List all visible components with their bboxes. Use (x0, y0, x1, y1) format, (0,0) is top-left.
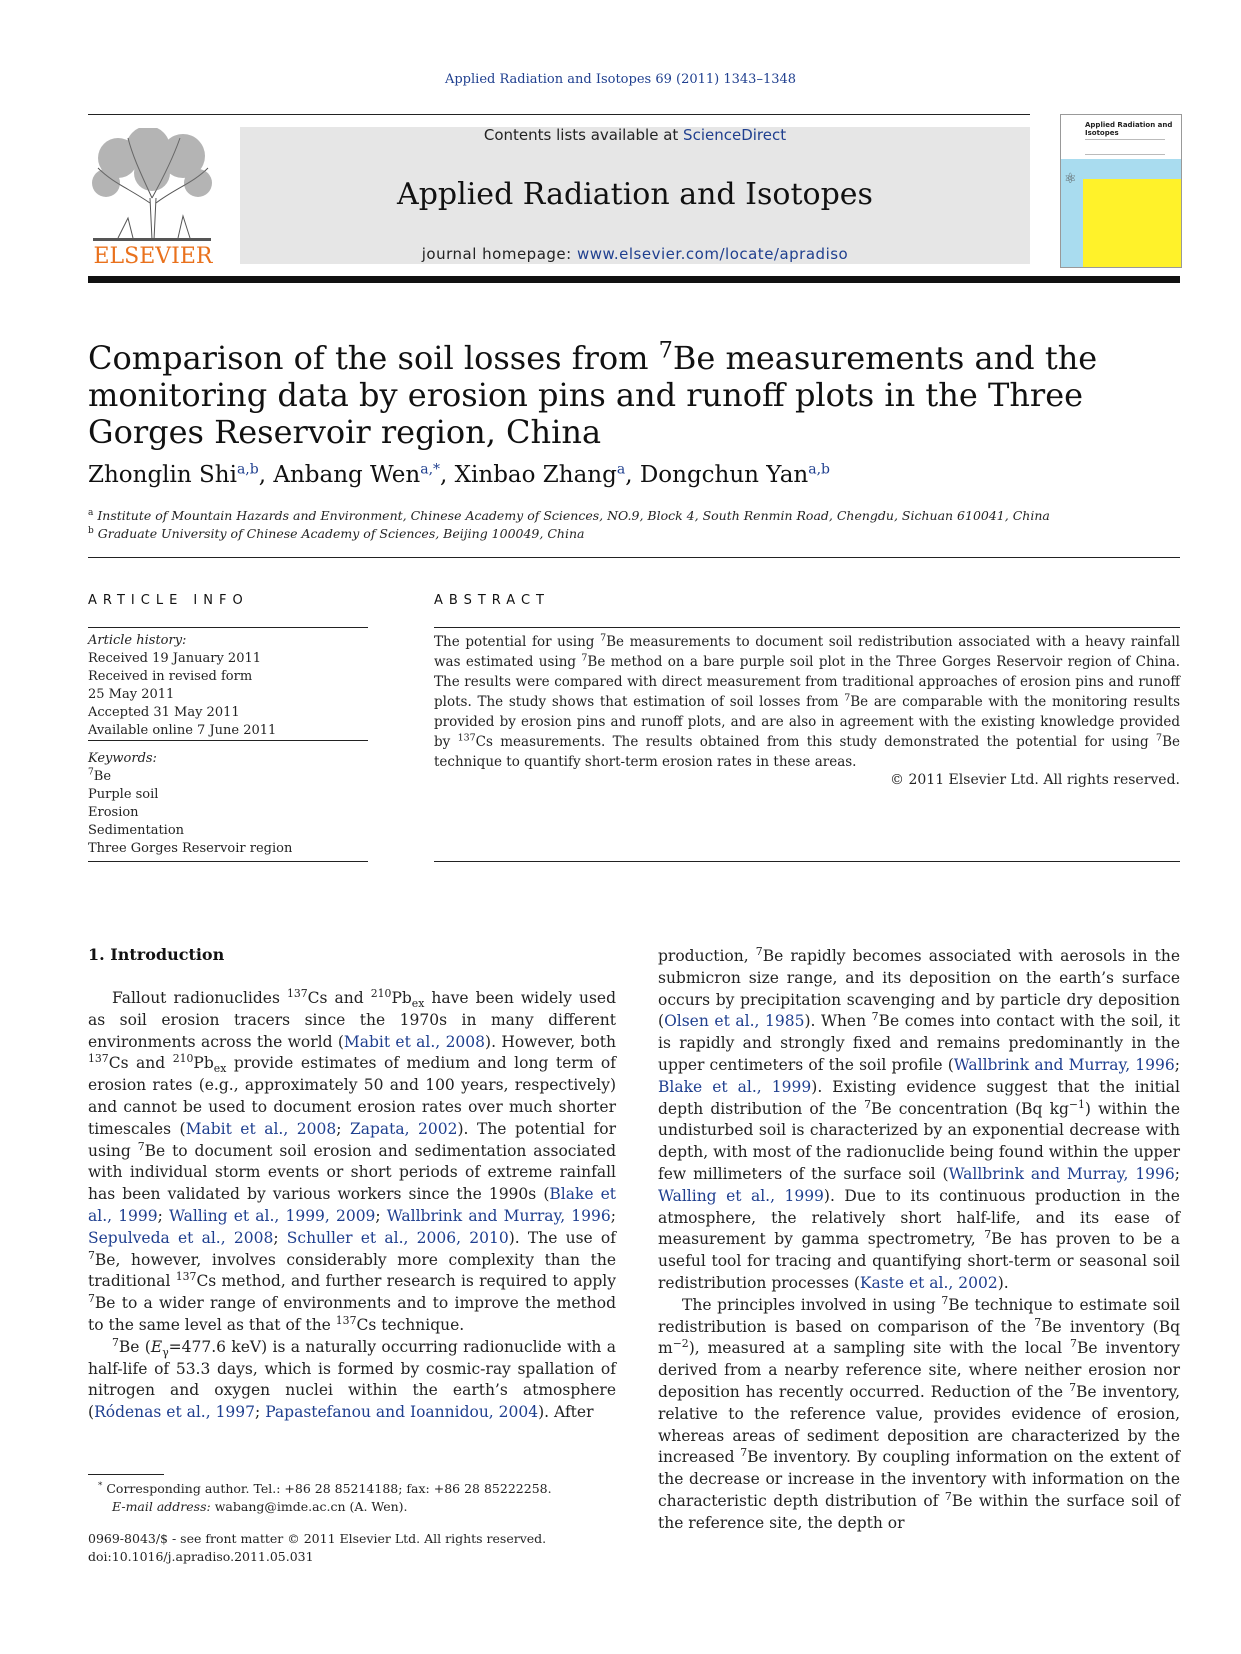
citation-link[interactable]: Kaste et al., 2002 (859, 1273, 998, 1292)
citation-link[interactable]: Blake et al., 1999 (88, 1185, 617, 1225)
keyword: Purple soil (88, 787, 159, 802)
cover-title: Applied Radiation and Isotopes (1085, 121, 1173, 137)
footnote-rule (88, 1474, 164, 1475)
email-link[interactable]: wabang@imde.ac.cn (A. Wen). (214, 1499, 408, 1514)
article-info-heading: ARTICLE INFO (88, 593, 249, 608)
atom-icon: ⚛ (1064, 171, 1077, 187)
author-name: Zhonglin Shi (88, 462, 237, 488)
keyword: $^7$Be (88, 767, 112, 784)
info-rule-mid (88, 740, 368, 741)
footnote: * Corresponding author. Tel.: +86 28 85214188; fax: +86 28 85222258. E-mail address: wabang@imde.ac.cn (A. Wen). (98, 1480, 552, 1514)
keyword: Erosion (88, 805, 139, 820)
journal-cover-image (1060, 114, 1182, 268)
author-name: , Dongchun Yan (625, 462, 809, 488)
journal-reference[interactable]: Applied Radiation and Isotopes 69 (2011) 1343–1348 (444, 72, 797, 87)
contents-line: Contents lists available at ScienceDirect (483, 126, 787, 144)
homepage-link[interactable]: www.elsevier.com/locate/apradiso (576, 245, 849, 263)
abstract-copyright: © 2011 Elsevier Ltd. All rights reserved. (890, 772, 1180, 788)
journal-title: Applied Radiation and Isotopes (397, 177, 873, 212)
info-rule-bottom (88, 861, 368, 862)
front-matter (88, 1530, 546, 1566)
author-list (88, 462, 830, 488)
paragraph: production, $^7$Be rapidly becomes associated with aerosols in the submicron size range, and its deposition on the earth’s surface occurs by precipitation scavenging and by particle dry deposition (Olsen et al., 1985). When $^7$Be comes into contact with the soil, it is rapidly and strongly fixed and remains predominantly in the upper centimeters of the soil profile (Wallbrink and Murray, 1996; Blake et al., 1999). Existing evidence suggest that the initial depth distribution of the $^7$Be concentration (Bq $kg^{-1}$) within the undisturbed soil is characterized by an exponential decrease with depth, with most of the radionuclide being found within the upper few millimeters of the surface soil (Wallbrink and Murray, 1996; Walling et al., 1999). Due to its continuous production in the atmosphere, the relatively short half-life, and its ease of measurement by gamma spectrometry, $^7$Be has proven to be a useful tool for tracing and quantifying short-term or seasonal soil redistribution processes (Kaste et al., 2002). (658, 944, 1180, 1292)
top-rule (88, 114, 1030, 115)
citation-link[interactable]: Wallbrink and Murray, 1996 (953, 1055, 1175, 1074)
paragraph: Fallout radionuclides $^{137}$Cs and $^{210}Pb_{ex}$ have been widely used as soil erosion tracers since the 1970s in many different environments across the world (Mabit et al., 2008). However, both $^{137}$Cs and $^{210}Pb_{ex}$ provide estimates of medium and long term of erosion rates (e.g., approximately 50 and 100 years, respectively) and cannot be used to document erosion rates over much shorter timescales (Mabit et al., 2008; Zapata, 2002). The potential for using $^7$Be to document soil erosion and sedimentation associated with individual storm events or short periods of extreme rainfall has been validated by various workers since the 1990s (Blake et al., 1999; Walling et al., 1999, 2009; Wallbrink and Murray, 1996; Sepulveda et al., 2008; Schuller et al., 2006, 2010). The use of $^7$Be, however, involves considerably more complexity than the traditional $^{137}$Cs method, and further research is required to apply $^7$Be to a wider range of environments and to improve the method to the same level as that of the $^{137}$Cs technique. (88, 986, 617, 1334)
doi-line[interactable]: doi:10.1016/j.apradiso.2011.05.031 (88, 1549, 314, 1564)
citation-link[interactable]: Papastefanou and Ioannidou, 2004 (265, 1403, 539, 1422)
citation-link[interactable]: Blake et al., 1999 (658, 1077, 812, 1096)
citation-link[interactable]: Ródenas et al., 1997 (94, 1403, 256, 1422)
keyword: Three Gorges Reservoir region (88, 841, 293, 856)
author-name: , Xinbao Zhang (440, 462, 617, 488)
affiliation-b: $^b$ Graduate University of Chinese Academy of Sciences, Beijing 100049, China (88, 525, 585, 541)
citation-link[interactable]: Schuller et al., 2006, 2010 (286, 1228, 509, 1247)
section-heading: 1. Introduction (88, 945, 225, 964)
citation-link[interactable]: Sepulveda et al., 2008 (88, 1228, 274, 1247)
publisher-name: ELSEVIER (93, 244, 213, 269)
sciencedirect-link[interactable]: ScienceDirect (683, 126, 787, 144)
paragraph: $^7$Be ($E_\gamma=477.6$ keV) is a naturally occurring radionuclide with a half-life of 53.3 days, which is formed by cosmic-ray spallation of nitrogen and oxygen nuclei within the earth’s atmosphere (Ródenas et al., 1997; Papastefanou and Ioannidou, 2004). After (88, 1335, 616, 1422)
citation-link[interactable]: Zapata, 2002 (349, 1119, 458, 1138)
header-thick-rule (88, 276, 1180, 283)
info-rule-top (88, 627, 368, 628)
section-rule (88, 557, 1180, 558)
author-affil-link[interactable]: a,b (236, 461, 259, 478)
citation-link[interactable]: Mabit et al., 2008 (185, 1119, 337, 1138)
citation-link[interactable]: Mabit et al., 2008 (343, 1032, 486, 1051)
paragraph: The principles involved in using $^7$Be technique to estimate soil redistribution is based on comparison of the $^7$Be inventory (Bq $m^{-2}$), measured at a sampling site with the local $^7$Be inventory derived from a nearby reference site, where neither erosion nor deposition has recently occurred. Reduction of the $^7$Be inventory, relative to the reference value, provides evidence of erosion, whereas areas of sediment deposition are characterized by the increased $^7$Be inventory. By coupling information on the extent of the decrease or increase in the inventory with information on the characteristic depth distribution of $^7$Be within the surface soil of the reference site, the depth or (658, 1293, 1181, 1532)
body-column-right (658, 946, 1180, 1535)
keywords-block: Keywords: $^7$Be Purple soil Erosion Sedimentation Three Gorges Reservoir region (88, 751, 293, 856)
citation-link[interactable]: Walling et al., 1999 (658, 1186, 824, 1205)
citation-link[interactable]: Wallbrink and Murray, 1996 (948, 1164, 1175, 1183)
article-title: Comparison of the soil losses from $^7$Be measurements and the monitoring data by erosion pins and runoff plots in the Three Gorges Reservoir region, China (88, 337, 1098, 451)
author-name: , Anbang Wen (258, 462, 421, 488)
abstract-text: The potential for using $^7$Be measurements to document soil redistribution associated with a heavy rainfall was estimated using $^7$Be method on a bare purple soil plot in the Three Gorges Reservoir region of China. The results were compared with direct measurement from traditional approaches of erosion pins and runoff plots. The study shows that estimation of soil losses from $^7$Be are comparable with the monitoring results provided by erosion pins and runoff plots, and are also in agreement with the existing knowledge provided by $^{137}$Cs measurements. The results obtained from this study demonstrated the potential for using $^7$Be technique to quantify short-term erosion rates in these areas. (434, 632, 1181, 770)
author-affil-link[interactable]: a,b (808, 461, 830, 478)
homepage-line: journal homepage: www.elsevier.com/locate/apradiso (421, 245, 849, 263)
abstract-heading: ABSTRACT (434, 593, 550, 608)
journal-banner (240, 127, 1030, 264)
author-affil-link[interactable]: a (616, 461, 626, 478)
author-affil-link[interactable]: a,* (420, 461, 441, 478)
citation-link[interactable]: Wallbrink and Murray, 1996 (386, 1206, 611, 1225)
citation-link[interactable]: Walling et al., 1999, 2009 (169, 1206, 376, 1225)
affiliation-a: $^a$ Institute of Mountain Hazards and Environment, Chinese Academy of Sciences, NO.9, Block 4, South Renmin Road, Chengdu, Sichuan 610041, China (88, 507, 1050, 523)
issn-line: 0969-8043/$ - see front matter © 2011 Elsevier Ltd. All rights reserved. (88, 1531, 547, 1546)
body-column-left (88, 988, 616, 1424)
citation-link[interactable]: Olsen et al., 1985 (664, 1012, 805, 1031)
abstract-rule-top (434, 627, 1180, 628)
abstract-rule-bottom (434, 861, 1180, 862)
article-history: Article history: Received 19 January 2011 Received in revised form 25 May 2011 Accepted 31 May 2011 Available online 7 June 2011 (88, 633, 277, 738)
keyword: Sedimentation (88, 823, 185, 838)
